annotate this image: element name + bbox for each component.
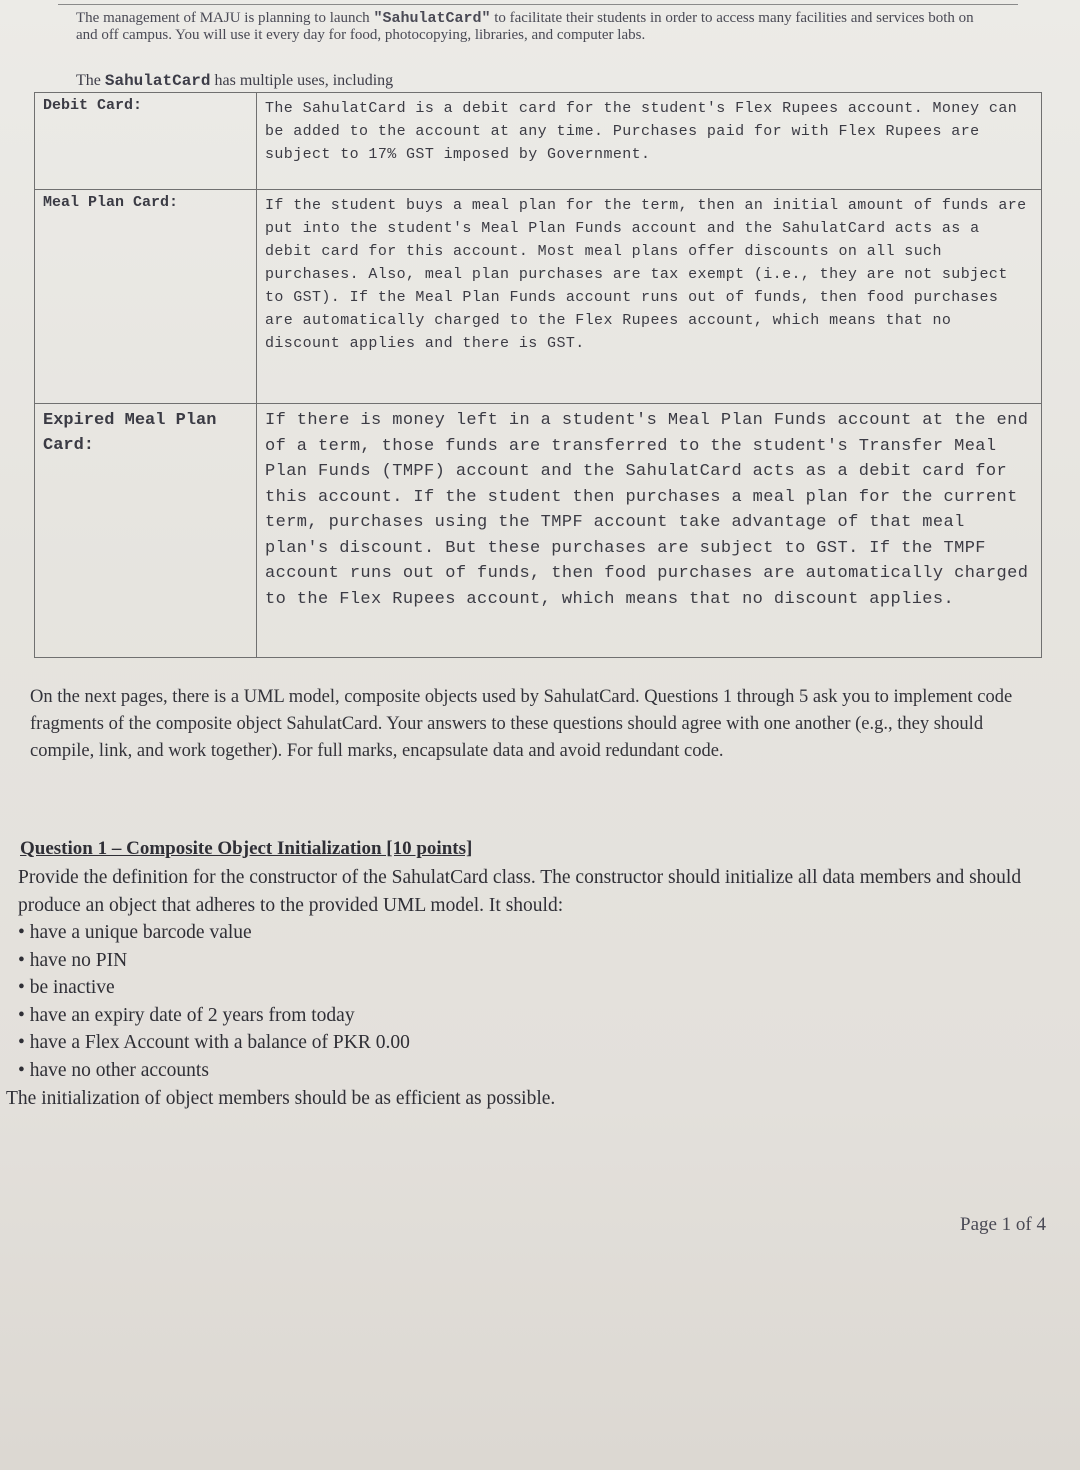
list-item: • be inactive <box>18 974 1048 1002</box>
requirements-list <box>18 919 1048 1084</box>
table-row-debit-card <box>35 93 1042 190</box>
question-1-text: Provide the definition for the constructor of the SahulatCard class. The constructor should initialize all data members and should produce an object that adheres to the provided UML model. It should: <box>18 867 1022 916</box>
question-1-closing: The initialization of object members should be as efficient as possible. <box>6 1088 556 1109</box>
row-description: If there is money left in a student's Meal Plan Funds account at the end of a term, those funds are transferred to the student's Transfer Meal Plan Funds (TMPF) account and the SahulatCard acts as a debit card for this account. If the student then purchases a meal plan for the current term, purchases using the TMPF account take advantage of that meal plan's discount. But these purchases are subject to GST. If the TMPF account runs out of funds, then food purchases are automatically charged to the Flex Rupees account, which means that no discount applies. <box>257 404 1042 658</box>
list-item: • have no PIN <box>18 947 1048 975</box>
row-label: Meal Plan Card: <box>35 190 257 404</box>
intro-text-1: The management of MAJU is planning to launch <box>76 10 374 26</box>
list-item: • have a unique barcode value <box>18 919 1048 947</box>
uses-heading <box>76 72 393 90</box>
row-label: Expired Meal Plan Card: <box>35 404 257 658</box>
uses-card-name: SahulatCard <box>104 72 211 90</box>
uses-table <box>34 92 1042 658</box>
row-label: Debit Card: <box>35 93 257 190</box>
page-number: Page 1 of 4 <box>960 1214 1047 1235</box>
list-item: • have no other accounts <box>18 1057 1048 1085</box>
list-item: • have an expiry date of 2 years from today <box>18 1002 1048 1030</box>
instructions-paragraph: On the next pages, there is a UML model, composite objects used by SahulatCard. Questions 1 through 5 ask you to implement code fragments of the composite object SahulatCard. Your answers to these questions should agree with one another (e.g., they should compile, link, and work together). For full marks, encapsulate data and avoid redundant code. <box>30 687 1013 761</box>
intro-card-name: "SahulatCard" <box>373 10 491 27</box>
table-row-expired-meal-plan-card <box>35 404 1042 658</box>
intro-text-2: to facilitate their students in order to access many facilities and services both on and off campus. You will use it every day for food, photocopying, libraries, and computer labs. <box>76 10 974 43</box>
uses-prefix: The <box>76 72 105 89</box>
question-1-body <box>18 864 1048 1084</box>
list-item: • have a Flex Account with a balance of PKR 0.00 <box>18 1029 1048 1057</box>
row-description: If the student buys a meal plan for the term, then an initial amount of funds are put into the student's Meal Plan Funds account and the SahulatCard acts as a debit card for this account. Most meal plans offer discounts on all such purchases. Also, meal plan purchases are tax exempt (i.e., they are not subject to GST). If the Meal Plan Funds account runs out of funds, then food purchases are automatically charged to the Flex Rupees account, which means that no discount applies and there is GST. <box>257 190 1042 404</box>
table-row-meal-plan-card <box>35 190 1042 404</box>
row-description: The SahulatCard is a debit card for the student's Flex Rupees account. Money can be added to the account at any time. Purchases paid for with Flex Rupees are subject to 17% GST imposed by Government. <box>257 93 1042 190</box>
uses-suffix: has multiple uses, including <box>210 72 394 89</box>
question-1-title: Question 1 – Composite Object Initialization [10 points] <box>20 838 473 859</box>
intro-paragraph <box>76 10 996 44</box>
top-rule <box>58 4 1018 5</box>
